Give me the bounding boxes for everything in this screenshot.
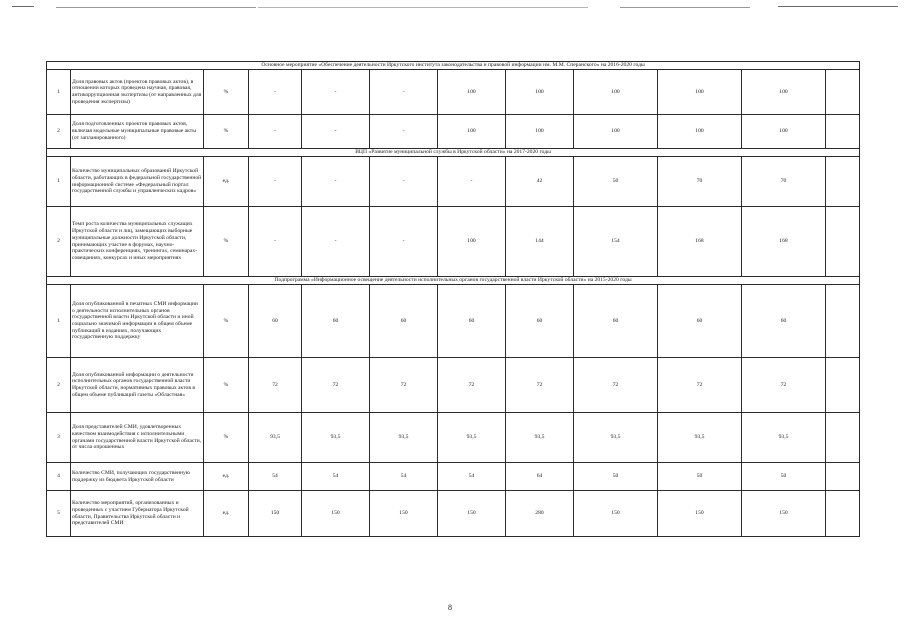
value-cell: 72 (506, 358, 574, 413)
value-cell: 150 (249, 491, 302, 537)
section-title: ВЦП «Развитие муниципальной службы в Иркутской области» на 2017-2020 годы (47, 149, 860, 157)
value-cell: 100 (742, 70, 826, 115)
empty-cell (826, 358, 860, 413)
table-row (47, 413, 860, 463)
empty-cell (826, 115, 860, 149)
empty-cell (826, 157, 860, 207)
empty-cell (826, 413, 860, 463)
indicator-name: Доля опубликованной информации о деятельности исполнительных органов государственной власти Иркутской области, нормативных правовых актов в общем объеме публикаций газеты «Областная» (71, 358, 204, 413)
scan-artifact (12, 6, 34, 7)
value-cell: 72 (249, 358, 302, 413)
value-cell: 280 (506, 491, 574, 537)
section-header-row (47, 62, 860, 70)
value-cell: 150 (574, 491, 658, 537)
value-cell: - (370, 157, 438, 207)
empty-cell (826, 285, 860, 358)
indicator-name: Количество муниципальных образований Иркутской области, работающих в федеральной государственной информационной системе «Федеральный портал государственной службы и управленческих кадров» (71, 157, 204, 207)
value-cell: 60 (302, 285, 370, 358)
value-cell: 100 (506, 115, 574, 149)
value-cell: 70 (658, 157, 742, 207)
indicator-name: Доля опубликованной в печатных СМИ информации о деятельности исполнительных органов государственной власти Иркутской области и иной социально значимой информации в общем объеме публикаций в изданиях, получающих государственную поддержку (71, 285, 204, 358)
value-cell: - (438, 157, 506, 207)
row-number: 2 (47, 358, 71, 413)
value-cell: 93,5 (438, 413, 506, 463)
scan-artifact (258, 7, 588, 8)
value-cell: 93,5 (249, 413, 302, 463)
value-cell: 93,5 (506, 413, 574, 463)
value-cell: 100 (742, 115, 826, 149)
indicator-name: Темп роста количества муниципальных служащих Иркутской области и лиц, замещающих выборные муниципальные должности Иркутской области, принимающих участие в форумах, научно-практических конференциях, тренингах, семинарах-совещаниях, конкурсах и иных мероприятиях (71, 207, 204, 277)
value-cell: 93,5 (302, 413, 370, 463)
indicator-name: Доля правовых актов (проектов правовых актов), в отношении которых проведена научная, правовая, антикоррупционная экспертизы (от направленных для проведения экспертизы) (71, 70, 204, 115)
row-number: 1 (47, 70, 71, 115)
row-number: 1 (47, 157, 71, 207)
value-cell: 100 (658, 115, 742, 149)
row-number: 5 (47, 491, 71, 537)
unit-cell: % (204, 207, 249, 277)
row-number: 4 (47, 463, 71, 491)
table-row (47, 491, 860, 537)
value-cell: 150 (302, 491, 370, 537)
value-cell: 100 (658, 70, 742, 115)
value-cell: 60 (506, 285, 574, 358)
indicator-name: Доля представителей СМИ, удовлетворенных качеством взаимодействия с исполнительными органами государственной власти Иркутской области, от числа опрошенных (71, 413, 204, 463)
value-cell: 100 (574, 70, 658, 115)
unit-cell: % (204, 285, 249, 358)
unit-cell: % (204, 115, 249, 149)
section-header-row (47, 277, 860, 285)
value-cell: - (249, 115, 302, 149)
scan-artifact (56, 7, 256, 8)
table-row (47, 70, 860, 115)
value-cell: 150 (438, 491, 506, 537)
value-cell: 42 (506, 157, 574, 207)
row-number: 1 (47, 285, 71, 358)
indicator-name: Доля подготовленных проектов правовых актов, включая модельные муниципальные правовые акты (от запланированного) (71, 115, 204, 149)
value-cell: 50 (574, 463, 658, 491)
value-cell: 93,5 (370, 413, 438, 463)
value-cell: 72 (658, 358, 742, 413)
indicator-name: Количество СМИ, получающих государственную поддержку из бюджета Иркутской области (71, 463, 204, 491)
value-cell: 60 (658, 285, 742, 358)
indicator-name: Количество мероприятий, организованных и проведенных с участием Губернатора Иркутской области, Правительства Иркутской области и представителей СМИ (71, 491, 204, 537)
value-cell: 54 (302, 463, 370, 491)
value-cell: 150 (370, 491, 438, 537)
unit-cell: ед. (204, 491, 249, 537)
value-cell: 72 (438, 358, 506, 413)
unit-cell: % (204, 358, 249, 413)
value-cell: 70 (742, 157, 826, 207)
value-cell: 50 (742, 463, 826, 491)
value-cell: 144 (506, 207, 574, 277)
value-cell: 54 (370, 463, 438, 491)
value-cell: 60 (574, 285, 658, 358)
value-cell: - (370, 115, 438, 149)
unit-cell: % (204, 413, 249, 463)
value-cell: 154 (574, 207, 658, 277)
unit-cell: ед. (204, 463, 249, 491)
value-cell: 100 (438, 207, 506, 277)
value-cell: 54 (249, 463, 302, 491)
table-row (47, 157, 860, 207)
value-cell: 72 (370, 358, 438, 413)
empty-cell (826, 463, 860, 491)
value-cell: 100 (438, 115, 506, 149)
value-cell: - (370, 70, 438, 115)
value-cell: - (302, 207, 370, 277)
page-number: 8 (448, 603, 452, 612)
indicators-table (46, 61, 860, 537)
value-cell: 60 (742, 285, 826, 358)
value-cell: 100 (574, 115, 658, 149)
row-number: 2 (47, 115, 71, 149)
value-cell: 64 (506, 463, 574, 491)
value-cell: 93,5 (742, 413, 826, 463)
value-cell: - (249, 207, 302, 277)
value-cell: - (302, 115, 370, 149)
table-row (47, 463, 860, 491)
value-cell: 93,5 (574, 413, 658, 463)
value-cell: - (249, 157, 302, 207)
value-cell: 100 (438, 70, 506, 115)
section-header-row (47, 149, 860, 157)
value-cell: 72 (742, 358, 826, 413)
value-cell: 72 (302, 358, 370, 413)
value-cell: 100 (506, 70, 574, 115)
value-cell: 150 (742, 491, 826, 537)
value-cell: 60 (438, 285, 506, 358)
empty-cell (826, 491, 860, 537)
section-title: Основное мероприятие «Обеспечение деятельности Иркутского института законодательства и правовой информации им. М.М. Сперанского» на 2016-2020 годы (47, 62, 860, 70)
unit-cell: % (204, 70, 249, 115)
value-cell: - (370, 207, 438, 277)
value-cell: 72 (574, 358, 658, 413)
table-row (47, 285, 860, 358)
unit-cell: ед. (204, 157, 249, 207)
value-cell: 50 (574, 157, 658, 207)
value-cell: 168 (658, 207, 742, 277)
table-row (47, 115, 860, 149)
scan-artifact (620, 7, 750, 8)
value-cell: - (302, 157, 370, 207)
table-row (47, 358, 860, 413)
value-cell: 93,5 (658, 413, 742, 463)
value-cell: - (249, 70, 302, 115)
value-cell: 60 (370, 285, 438, 358)
value-cell: 54 (438, 463, 506, 491)
value-cell: 168 (742, 207, 826, 277)
empty-cell (826, 207, 860, 277)
empty-cell (826, 70, 860, 115)
table-row (47, 207, 860, 277)
row-number: 2 (47, 207, 71, 277)
value-cell: 50 (658, 463, 742, 491)
section-title: Подпрограмма «Информационное освещение деятельности исполнительных органов государственной власти Иркутской области» на 2015-2020 годы (47, 277, 860, 285)
value-cell: 150 (658, 491, 742, 537)
value-cell: 60 (249, 285, 302, 358)
scan-artifact (778, 6, 898, 7)
row-number: 3 (47, 413, 71, 463)
value-cell: - (302, 70, 370, 115)
